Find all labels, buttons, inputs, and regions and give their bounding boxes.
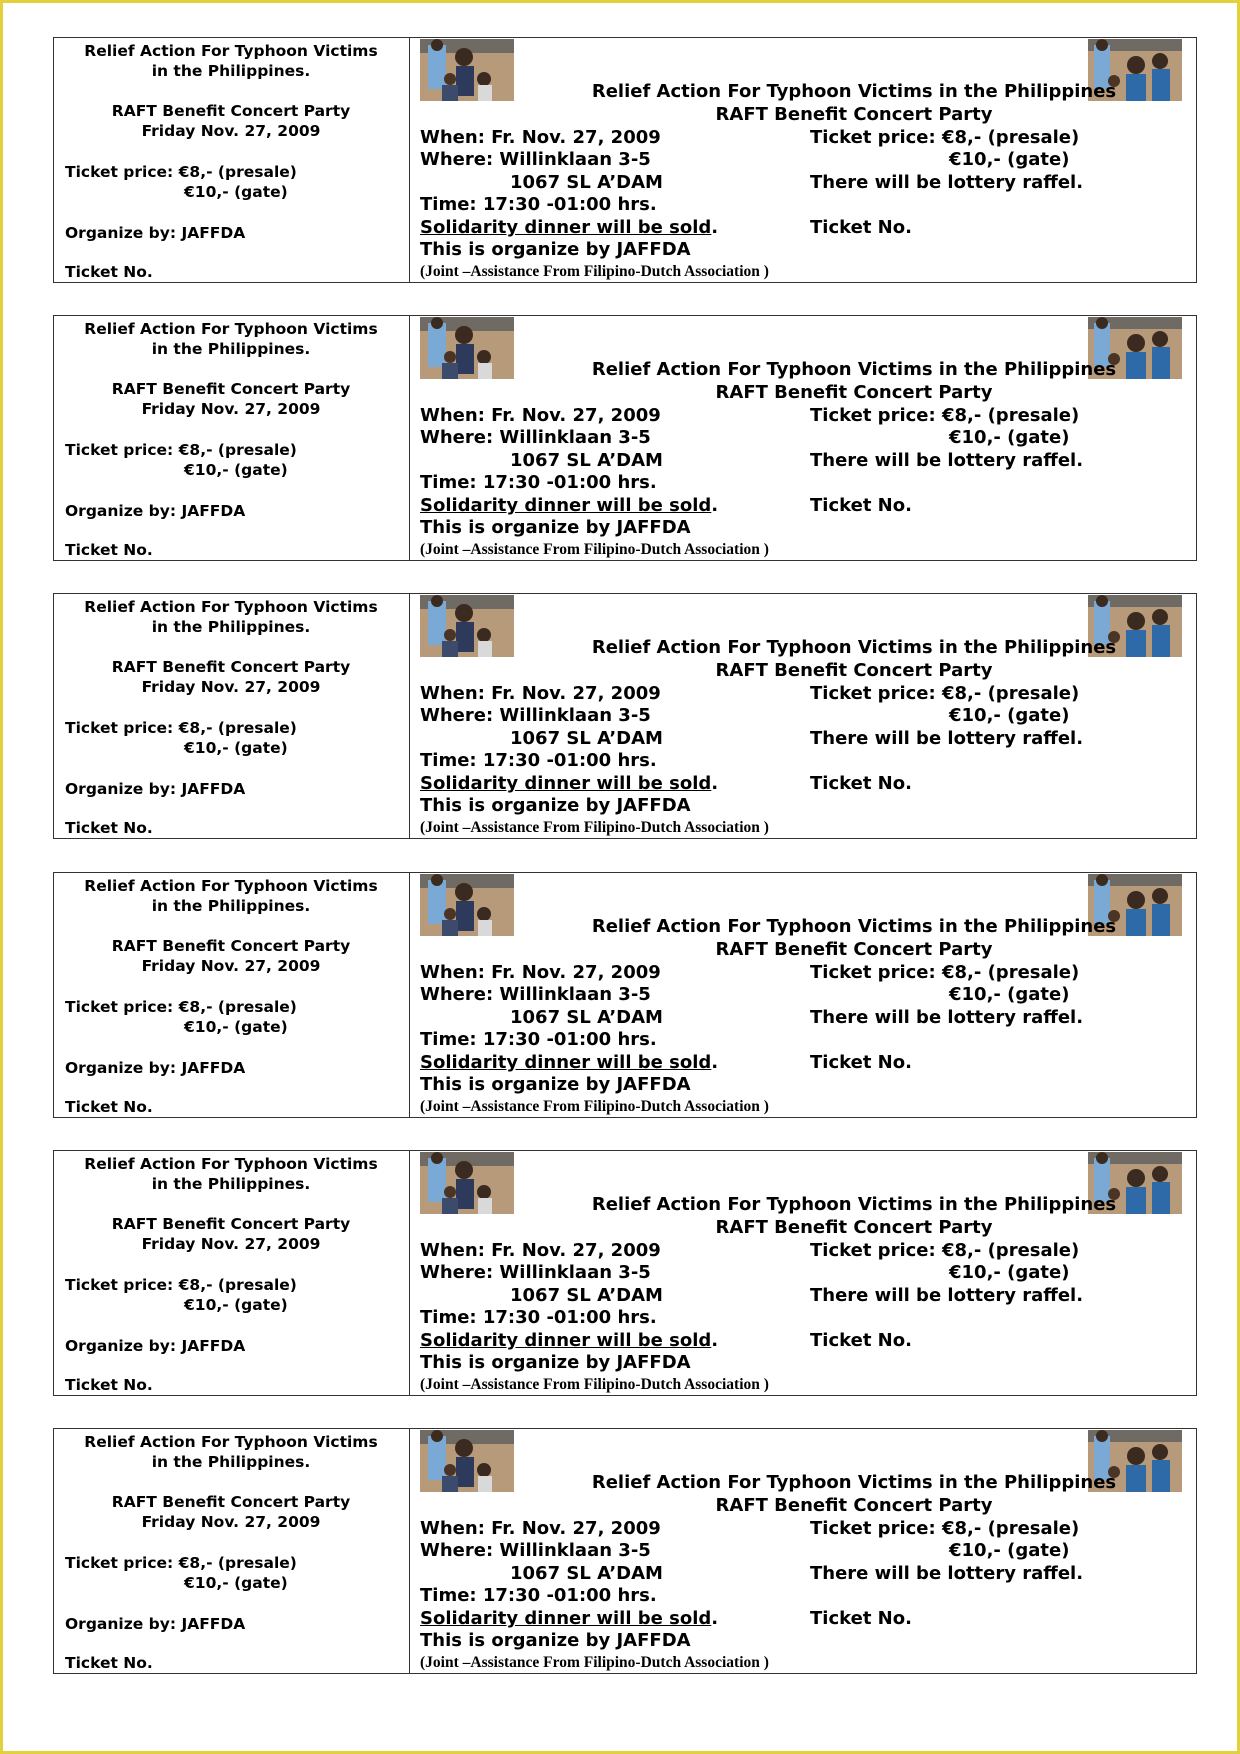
- association-name: (Joint –Assistance From Filipino-Dutch Association ): [420, 263, 769, 280]
- event-time: Time: 17:30 -01:00 hrs.: [420, 1585, 657, 1606]
- ticket-main: [410, 1429, 1196, 1673]
- ticket-title: Relief Action For Typhoon Victims in the Philippines: [591, 1472, 1117, 1493]
- stub-price-gate: €10,- (gate): [184, 1574, 288, 1592]
- dinner-notice-period: .: [711, 495, 719, 517]
- stub-price-presale: Ticket price: €8,- (presale): [65, 1275, 297, 1294]
- stub-organizer: Organize by: JAFFDA: [65, 1058, 246, 1077]
- ticket-subtitle: RAFT Benefit Concert Party: [715, 938, 993, 960]
- ticket-subtitle: RAFT Benefit Concert Party: [715, 660, 993, 682]
- stub-price-gate: €10,- (gate): [184, 461, 288, 480]
- event-where: Where: Willinklaan 3-5: [420, 1540, 651, 1561]
- dinner-notice-text: Solidarity dinner will be sold: [420, 1051, 712, 1073]
- ticket-price-presale: Ticket price: €8,- (presale): [810, 1518, 1080, 1539]
- dinner-notice-text: Solidarity dinner will be sold: [420, 217, 712, 238]
- ticket-title: Relief Action For Typhoon Victims in the Philippines: [591, 359, 1117, 381]
- ticket: [53, 872, 1197, 1118]
- stub-title-line1: Relief Action For Typhoon Victims: [84, 598, 378, 617]
- organizer-line: This is organize by JAFFDA: [420, 1351, 691, 1373]
- ticket-price-gate: €10,- (gate): [949, 705, 1070, 727]
- dinner-notice-period: .: [711, 773, 719, 795]
- stub-title-line2: in the Philippines.: [151, 340, 311, 359]
- organizer-line: This is organize by JAFFDA: [420, 1630, 691, 1651]
- event-where: Where: Willinklaan 3-5: [420, 705, 651, 727]
- stub-title-line1: Relief Action For Typhoon Victims: [84, 1154, 378, 1173]
- ticket-stub: [54, 1429, 410, 1673]
- ticket-main: [410, 1151, 1196, 1395]
- ticket-subtitle: RAFT Benefit Concert Party: [715, 1495, 993, 1516]
- stub-event-name: RAFT Benefit Concert Party: [111, 1214, 351, 1233]
- event-postal-code: 1067 SL A’DAM: [510, 172, 663, 193]
- event-postal-code: 1067 SL A’DAM: [510, 450, 663, 472]
- stub-ticket-number-label: Ticket No.: [65, 541, 153, 560]
- ticket-price-gate: €10,- (gate): [949, 427, 1070, 449]
- lottery-notice: There will be lottery raffel.: [810, 172, 1084, 193]
- stub-event-name: RAFT Benefit Concert Party: [111, 102, 351, 120]
- event-time: Time: 17:30 -01:00 hrs.: [420, 472, 657, 494]
- association-name: (Joint –Assistance From Filipino-Dutch Association ): [420, 819, 769, 837]
- ticket-price-presale: Ticket price: €8,- (presale): [810, 683, 1080, 705]
- lottery-notice: There will be lottery raffel.: [810, 728, 1084, 750]
- stub-price-presale: Ticket price: €8,- (presale): [65, 719, 297, 738]
- ticket-main: [410, 316, 1196, 560]
- event-when: When: Fr. Nov. 27, 2009: [420, 1239, 661, 1261]
- stub-organizer: Organize by: JAFFDA: [65, 224, 246, 242]
- ticket-title: Relief Action For Typhoon Victims in the Philippines: [591, 637, 1117, 659]
- stub-organizer: Organize by: JAFFDA: [65, 502, 246, 521]
- ticket: [53, 593, 1197, 839]
- stub-price-presale: Ticket price: €8,- (presale): [65, 997, 297, 1016]
- dinner-notice: [420, 495, 718, 517]
- ticket-price-gate: €10,- (gate): [949, 1261, 1070, 1283]
- ticket-main: [410, 594, 1196, 838]
- stub-ticket-number-label: Ticket No.: [65, 263, 153, 281]
- ticket-subtitle: RAFT Benefit Concert Party: [715, 382, 993, 404]
- ticket-stub: [54, 1151, 410, 1395]
- lottery-notice: There will be lottery raffel.: [810, 1284, 1084, 1306]
- association-name: (Joint –Assistance From Filipino-Dutch Association ): [420, 1375, 769, 1393]
- event-when: When: Fr. Nov. 27, 2009: [420, 405, 661, 427]
- association-name: (Joint –Assistance From Filipino-Dutch Association ): [420, 1654, 769, 1671]
- dinner-notice-text: Solidarity dinner will be sold: [420, 495, 712, 517]
- ticket-price-gate: €10,- (gate): [949, 149, 1070, 170]
- stub-event-date: Friday Nov. 27, 2009: [141, 1513, 321, 1531]
- ticket-number-label: Ticket No.: [810, 495, 912, 517]
- event-time: Time: 17:30 -01:00 hrs.: [420, 1306, 657, 1328]
- stub-title-line2: in the Philippines.: [151, 62, 311, 80]
- event-postal-code: 1067 SL A’DAM: [510, 728, 663, 750]
- stub-event-date: Friday Nov. 27, 2009: [141, 956, 321, 975]
- event-postal-code: 1067 SL A’DAM: [510, 1563, 663, 1584]
- ticket-title: Relief Action For Typhoon Victims in the Philippines: [591, 81, 1117, 102]
- lottery-notice: There will be lottery raffel.: [810, 1006, 1084, 1028]
- ticket-title: Relief Action For Typhoon Victims in the Philippines: [591, 1193, 1117, 1215]
- organizer-line: This is organize by JAFFDA: [420, 1073, 691, 1095]
- ticket-subtitle: RAFT Benefit Concert Party: [715, 104, 993, 125]
- stub-price-gate: €10,- (gate): [184, 183, 288, 201]
- stub-event-date: Friday Nov. 27, 2009: [141, 1234, 321, 1253]
- organizer-line: This is organize by JAFFDA: [420, 239, 691, 260]
- dinner-notice-period: .: [711, 1608, 719, 1629]
- event-time: Time: 17:30 -01:00 hrs.: [420, 1028, 657, 1050]
- stub-price-presale: Ticket price: €8,- (presale): [65, 163, 297, 181]
- dinner-notice: [420, 1052, 718, 1074]
- stub-event-date: Friday Nov. 27, 2009: [141, 678, 321, 697]
- ticket-stub: [54, 594, 410, 838]
- association-name: (Joint –Assistance From Filipino-Dutch Association ): [420, 1097, 769, 1115]
- stub-organizer: Organize by: JAFFDA: [65, 1615, 246, 1633]
- ticket: [53, 1428, 1197, 1674]
- event-when: When: Fr. Nov. 27, 2009: [420, 961, 661, 983]
- dinner-notice-text: Solidarity dinner will be sold: [420, 1329, 712, 1351]
- stub-title-line1: Relief Action For Typhoon Victims: [84, 1433, 378, 1451]
- stub-ticket-number-label: Ticket No.: [65, 1375, 153, 1394]
- ticket-price-presale: Ticket price: €8,- (presale): [810, 127, 1080, 148]
- dinner-notice-period: .: [711, 1051, 719, 1073]
- stub-price-presale: Ticket price: €8,- (presale): [65, 441, 297, 460]
- stub-title-line1: Relief Action For Typhoon Victims: [84, 320, 378, 339]
- event-where: Where: Willinklaan 3-5: [420, 427, 651, 449]
- event-where: Where: Willinklaan 3-5: [420, 149, 651, 170]
- stub-organizer: Organize by: JAFFDA: [65, 1336, 246, 1355]
- stub-event-name: RAFT Benefit Concert Party: [111, 658, 351, 677]
- ticket-number-label: Ticket No.: [810, 217, 912, 238]
- stub-event-name: RAFT Benefit Concert Party: [111, 936, 351, 955]
- lottery-notice: There will be lottery raffel.: [810, 450, 1084, 472]
- ticket: [53, 37, 1197, 283]
- ticket-number-label: Ticket No.: [810, 773, 912, 795]
- dinner-notice: [420, 773, 718, 795]
- ticket-subtitle: RAFT Benefit Concert Party: [715, 1216, 993, 1238]
- dinner-notice-period: .: [711, 1329, 719, 1351]
- stub-title-line1: Relief Action For Typhoon Victims: [84, 876, 378, 895]
- stub-event-date: Friday Nov. 27, 2009: [141, 122, 321, 140]
- event-when: When: Fr. Nov. 27, 2009: [420, 1518, 661, 1539]
- event-postal-code: 1067 SL A’DAM: [510, 1284, 663, 1306]
- ticket-price-gate: €10,- (gate): [949, 983, 1070, 1005]
- stub-event-date: Friday Nov. 27, 2009: [141, 400, 321, 419]
- ticket: [53, 315, 1197, 561]
- ticket-main: [410, 38, 1196, 282]
- stub-price-gate: €10,- (gate): [184, 1017, 288, 1036]
- ticket-price-presale: Ticket price: €8,- (presale): [810, 961, 1080, 983]
- stub-event-name: RAFT Benefit Concert Party: [111, 1493, 351, 1511]
- ticket-stub: [54, 316, 410, 560]
- event-time: Time: 17:30 -01:00 hrs.: [420, 750, 657, 772]
- stub-title-line2: in the Philippines.: [151, 1174, 311, 1193]
- dinner-notice: [420, 1608, 718, 1630]
- lottery-notice: There will be lottery raffel.: [810, 1563, 1084, 1584]
- dinner-notice-text: Solidarity dinner will be sold: [420, 1608, 712, 1629]
- dinner-notice-text: Solidarity dinner will be sold: [420, 773, 712, 795]
- ticket-price-presale: Ticket price: €8,- (presale): [810, 405, 1080, 427]
- ticket-main: [410, 873, 1196, 1117]
- stub-title-line2: in the Philippines.: [151, 618, 311, 637]
- event-when: When: Fr. Nov. 27, 2009: [420, 683, 661, 705]
- stub-ticket-number-label: Ticket No.: [65, 1097, 153, 1116]
- stub-price-gate: €10,- (gate): [184, 739, 288, 758]
- stub-title-line1: Relief Action For Typhoon Victims: [84, 42, 378, 60]
- event-time: Time: 17:30 -01:00 hrs.: [420, 194, 657, 215]
- ticket-title: Relief Action For Typhoon Victims in the Philippines: [591, 915, 1117, 937]
- event-postal-code: 1067 SL A’DAM: [510, 1006, 663, 1028]
- stub-event-name: RAFT Benefit Concert Party: [111, 380, 351, 399]
- dinner-notice: [420, 1330, 718, 1352]
- ticket-stub: [54, 38, 410, 282]
- dinner-notice: [420, 217, 718, 239]
- organizer-line: This is organize by JAFFDA: [420, 517, 691, 539]
- ticket-number-label: Ticket No.: [810, 1051, 912, 1073]
- event-where: Where: Willinklaan 3-5: [420, 1261, 651, 1283]
- ticket: [53, 1150, 1197, 1396]
- stub-ticket-number-label: Ticket No.: [65, 1654, 153, 1672]
- dinner-notice-period: .: [711, 217, 719, 238]
- event-when: When: Fr. Nov. 27, 2009: [420, 127, 661, 148]
- event-where: Where: Willinklaan 3-5: [420, 983, 651, 1005]
- ticket-price-gate: €10,- (gate): [949, 1540, 1070, 1561]
- stub-organizer: Organize by: JAFFDA: [65, 780, 246, 799]
- stub-price-presale: Ticket price: €8,- (presale): [65, 1554, 297, 1572]
- stub-title-line2: in the Philippines.: [151, 896, 311, 915]
- stub-title-line2: in the Philippines.: [151, 1453, 311, 1471]
- ticket-number-label: Ticket No.: [810, 1329, 912, 1351]
- stub-price-gate: €10,- (gate): [184, 1295, 288, 1314]
- ticket-number-label: Ticket No.: [810, 1608, 912, 1629]
- ticket-price-presale: Ticket price: €8,- (presale): [810, 1239, 1080, 1261]
- ticket-stub: [54, 873, 410, 1117]
- organizer-line: This is organize by JAFFDA: [420, 795, 691, 817]
- association-name: (Joint –Assistance From Filipino-Dutch Association ): [420, 541, 769, 559]
- stub-ticket-number-label: Ticket No.: [65, 819, 153, 838]
